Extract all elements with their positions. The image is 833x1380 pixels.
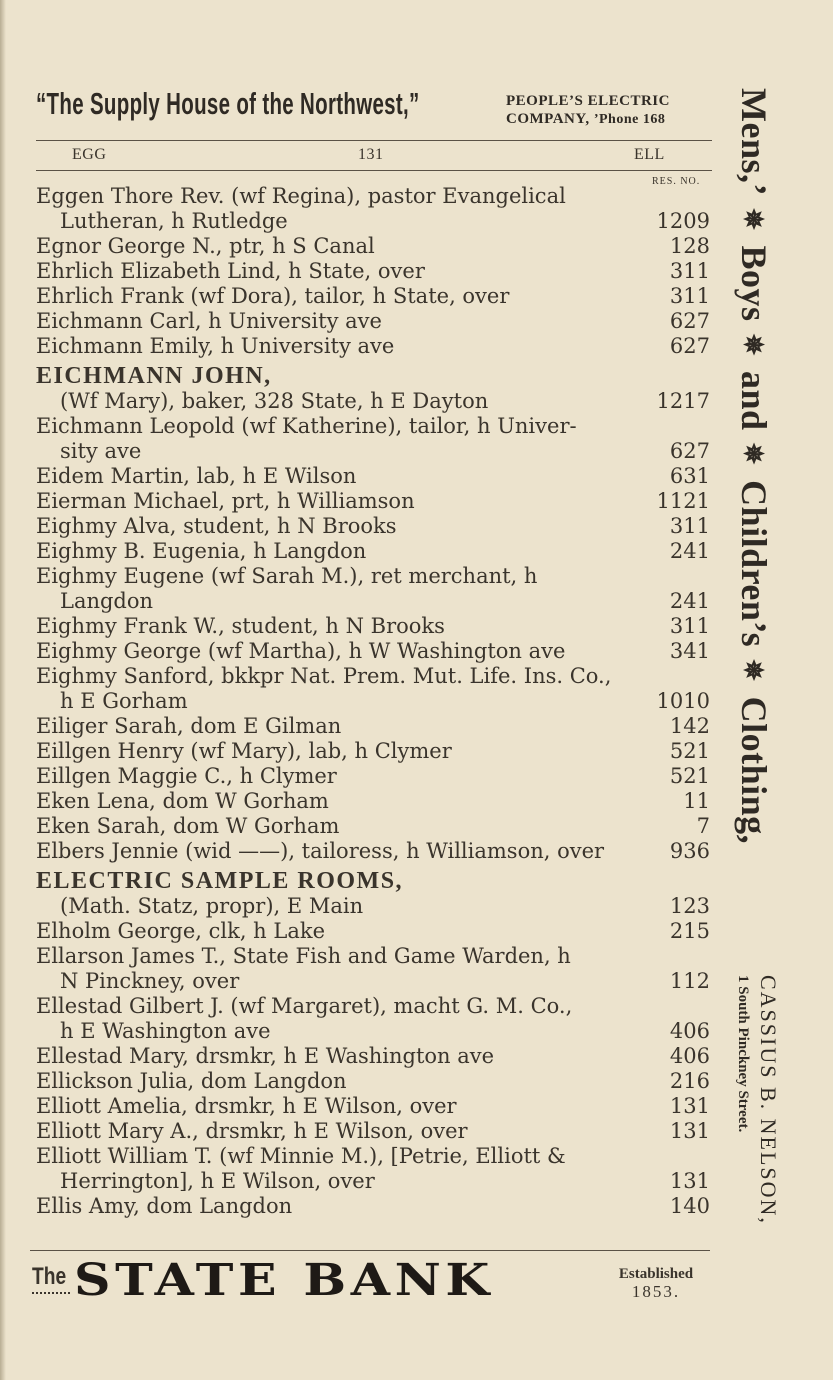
entry-continuation: (Math. Statz, propr), E Main	[60, 894, 364, 918]
running-head-right: ELL	[634, 146, 665, 163]
side-advertiser-address	[722, 975, 782, 1285]
running-head-left: EGG	[72, 146, 107, 163]
entry-name: Eighmy Frank W., student, h N Brooks	[36, 614, 445, 638]
entry-residence-number: 128	[669, 234, 710, 258]
footer-bank-name: STATE BANK	[74, 1255, 495, 1306]
entry-continuation: sity ave	[60, 439, 142, 463]
directory-entry	[36, 944, 710, 994]
directory-entry	[36, 864, 710, 919]
footer-established-year: 1853.	[631, 1282, 681, 1301]
entry-residence-number: 311	[669, 514, 710, 538]
directory-entry	[36, 1144, 710, 1194]
entry-name: Elholm George, clk, h Lake	[36, 919, 325, 943]
entry-residence-number: 936	[669, 839, 710, 863]
entry-continuation: Herrington], h E Wilson, over	[60, 1169, 375, 1193]
entry-name: Eighmy Sanford, bkkpr Nat. Prem. Mut. Life. Ins. Co.,	[36, 664, 612, 688]
footer-established	[606, 1265, 706, 1301]
directory-entry	[36, 539, 710, 564]
entry-name: Ellis Amy, dom Langdon	[36, 1194, 293, 1218]
entry-residence-number: 241	[669, 539, 710, 563]
directory-entry	[36, 789, 710, 814]
entry-name: Ellestad Gilbert J. (wf Margaret), macht G. M. Co.,	[36, 994, 573, 1018]
header-advertiser	[506, 92, 716, 129]
entry-residence-number: 1217	[656, 389, 710, 413]
directory-entry	[36, 814, 710, 839]
directory-entry	[36, 839, 710, 864]
entry-residence-number: 311	[669, 284, 710, 308]
entry-residence-number: 521	[669, 739, 710, 763]
entry-residence-number: 631	[669, 464, 710, 488]
entry-residence-number: 142	[669, 714, 710, 738]
directory-entry	[36, 1194, 710, 1219]
entry-continuation: Langdon	[60, 589, 154, 613]
entry-name: Elbers Jennie (wid ——), tailoress, h Williamson, over	[36, 839, 605, 863]
directory-entry	[36, 1119, 710, 1144]
entry-name: Eiliger Sarah, dom E Gilman	[36, 714, 342, 738]
entry-continuation: Lutheran, h Rutledge	[60, 209, 288, 233]
header-company-line1: PEOPLE’S ELECTRIC	[506, 93, 670, 109]
entry-name: EICHMANN JOHN,	[36, 363, 272, 389]
entry-name: Eken Lena, dom W Gorham	[36, 789, 329, 813]
entry-residence-number: 311	[669, 614, 710, 638]
entry-name: Egnor George N., ptr, h S Canal	[36, 234, 375, 258]
page-edge	[0, 0, 6, 1380]
star-icon: ✵	[740, 331, 769, 362]
entry-residence-number: 112	[669, 969, 710, 993]
entry-name: Eggen Thore Rev. (wf Regina), pastor Evangelical	[36, 184, 566, 208]
directory-entry	[36, 284, 710, 309]
side-ad-word-2: Boys	[734, 245, 774, 322]
entry-residence-number: 627	[669, 309, 710, 333]
entry-name: Eighmy B. Eugenia, h Langdon	[36, 539, 367, 563]
entry-residence-number: 215	[669, 919, 710, 943]
directory-entry	[36, 489, 710, 514]
directory-entry	[36, 464, 710, 489]
entry-residence-number: 311	[669, 259, 710, 283]
directory-entry	[36, 184, 710, 234]
entry-residence-number: 1209	[656, 209, 710, 233]
entry-residence-number: 406	[669, 1019, 710, 1043]
entry-residence-number: 341	[669, 639, 710, 663]
entry-name: Eillgen Maggie C., h Clymer	[36, 764, 337, 788]
entry-residence-number: 11	[683, 789, 710, 813]
entry-name: Eichmann Leopold (wf Katherine), tailor, h Univer-	[36, 414, 577, 438]
entry-name: Ehrlich Frank (wf Dora), tailor, h State, over	[36, 284, 510, 308]
entry-name: Ellickson Julia, dom Langdon	[36, 1069, 347, 1093]
entry-residence-number: 1010	[656, 689, 710, 713]
column-label: RES. NO.	[652, 176, 701, 187]
directory-entry	[36, 564, 710, 614]
entry-name: Ehrlich Elizabeth Lind, h State, over	[36, 259, 425, 283]
side-ad-word-4: Children’s	[734, 480, 774, 648]
side-advertiser-street: 1 South Pinckney Street.	[735, 975, 751, 1133]
directory-entry	[36, 259, 710, 284]
directory-entry	[36, 739, 710, 764]
footer-the: The	[32, 1263, 67, 1290]
entry-name: Eighmy Alva, student, h N Brooks	[36, 514, 397, 538]
entry-continuation: h E Gorham	[60, 689, 188, 713]
directory-entry	[36, 764, 710, 789]
entry-name: Eidem Martin, lab, h E Wilson	[36, 464, 357, 488]
entry-name: Elliott Mary A., drsmkr, h E Wilson, over	[36, 1119, 468, 1143]
directory-entry	[36, 234, 710, 259]
entry-residence-number: 216	[669, 1069, 710, 1093]
star-icon: ✵	[740, 440, 769, 471]
header-slogan: “The Supply House of the Northwest,”	[36, 86, 420, 121]
directory-entry	[36, 334, 710, 359]
entry-residence-number: 131	[669, 1094, 710, 1118]
directory-entry	[36, 414, 710, 464]
star-icon: ✵	[740, 656, 769, 688]
entry-residence-number: 521	[669, 764, 710, 788]
side-ad-word-1: Mens,’	[734, 88, 774, 196]
directory-entry	[36, 1069, 710, 1094]
entry-name: Eichmann Carl, h University ave	[36, 309, 382, 333]
header-rule	[36, 140, 712, 141]
entry-residence-number: 7	[696, 814, 710, 838]
entry-continuation: h E Washington ave	[60, 1019, 271, 1043]
directory-entry	[36, 309, 710, 334]
entry-name: Eichmann Emily, h University ave	[36, 334, 395, 358]
directory-entry	[36, 614, 710, 639]
entry-name: Ellestad Mary, drsmkr, h E Washington ave	[36, 1044, 495, 1068]
header-company-line2	[506, 110, 716, 129]
running-head-rule	[36, 170, 712, 171]
entry-residence-number: 123	[669, 894, 710, 918]
directory-entry	[36, 639, 710, 664]
entry-name: Eken Sarah, dom W Gorham	[36, 814, 340, 838]
star-icon: ✵	[740, 205, 769, 236]
footer-rule	[30, 1250, 710, 1251]
entry-residence-number: 241	[669, 589, 710, 613]
directory-list	[36, 184, 710, 1219]
entry-residence-number: 131	[669, 1169, 710, 1193]
entry-name: ELECTRIC SAMPLE ROOMS,	[36, 868, 404, 894]
entry-name: Eighmy Eugene (wf Sarah M.), ret merchant, h	[36, 564, 538, 588]
directory-entry	[36, 1044, 710, 1069]
entry-residence-number: 627	[669, 334, 710, 358]
entry-residence-number: 1121	[656, 489, 710, 513]
entry-name: Eierman Michael, prt, h Williamson	[36, 489, 415, 513]
side-advertisement	[732, 88, 776, 968]
entry-name: Ellarson James T., State Fish and Game Warden, h	[36, 944, 571, 968]
header-company-word: COMPANY,	[506, 111, 590, 127]
entry-continuation: (Wf Mary), baker, 328 State, h E Dayton	[60, 389, 489, 413]
entry-residence-number: 627	[669, 439, 710, 463]
directory-entry	[36, 919, 710, 944]
entry-name: Elliott Amelia, drsmkr, h E Wilson, over	[36, 1094, 457, 1118]
directory-entry	[36, 359, 710, 414]
header-phone: ’Phone 168	[593, 112, 666, 127]
side-ad-word-5: Clothing,	[734, 696, 774, 845]
side-ad-word-3: and	[734, 371, 774, 431]
directory-entry	[36, 664, 710, 714]
page-number: 131	[358, 146, 384, 163]
side-advertiser-name: CASSIUS B. NELSON,	[756, 975, 781, 1225]
directory-entry	[36, 994, 710, 1044]
entry-residence-number: 131	[669, 1119, 710, 1143]
entry-residence-number: 406	[669, 1044, 710, 1068]
entry-name: Eillgen Henry (wf Mary), lab, h Clymer	[36, 739, 452, 763]
entry-continuation: N Pinckney, over	[60, 969, 240, 993]
directory-entry	[36, 514, 710, 539]
footer-the-underline	[32, 1292, 70, 1296]
entry-name: Eighmy George (wf Martha), h W Washington ave	[36, 639, 566, 663]
directory-entry	[36, 1094, 710, 1119]
entry-name: Elliott William T. (wf Minnie M.), [Petrie, Elliott &	[36, 1144, 566, 1168]
directory-entry	[36, 714, 710, 739]
entry-residence-number: 140	[669, 1194, 710, 1218]
footer-established-label: Established	[618, 1266, 694, 1282]
